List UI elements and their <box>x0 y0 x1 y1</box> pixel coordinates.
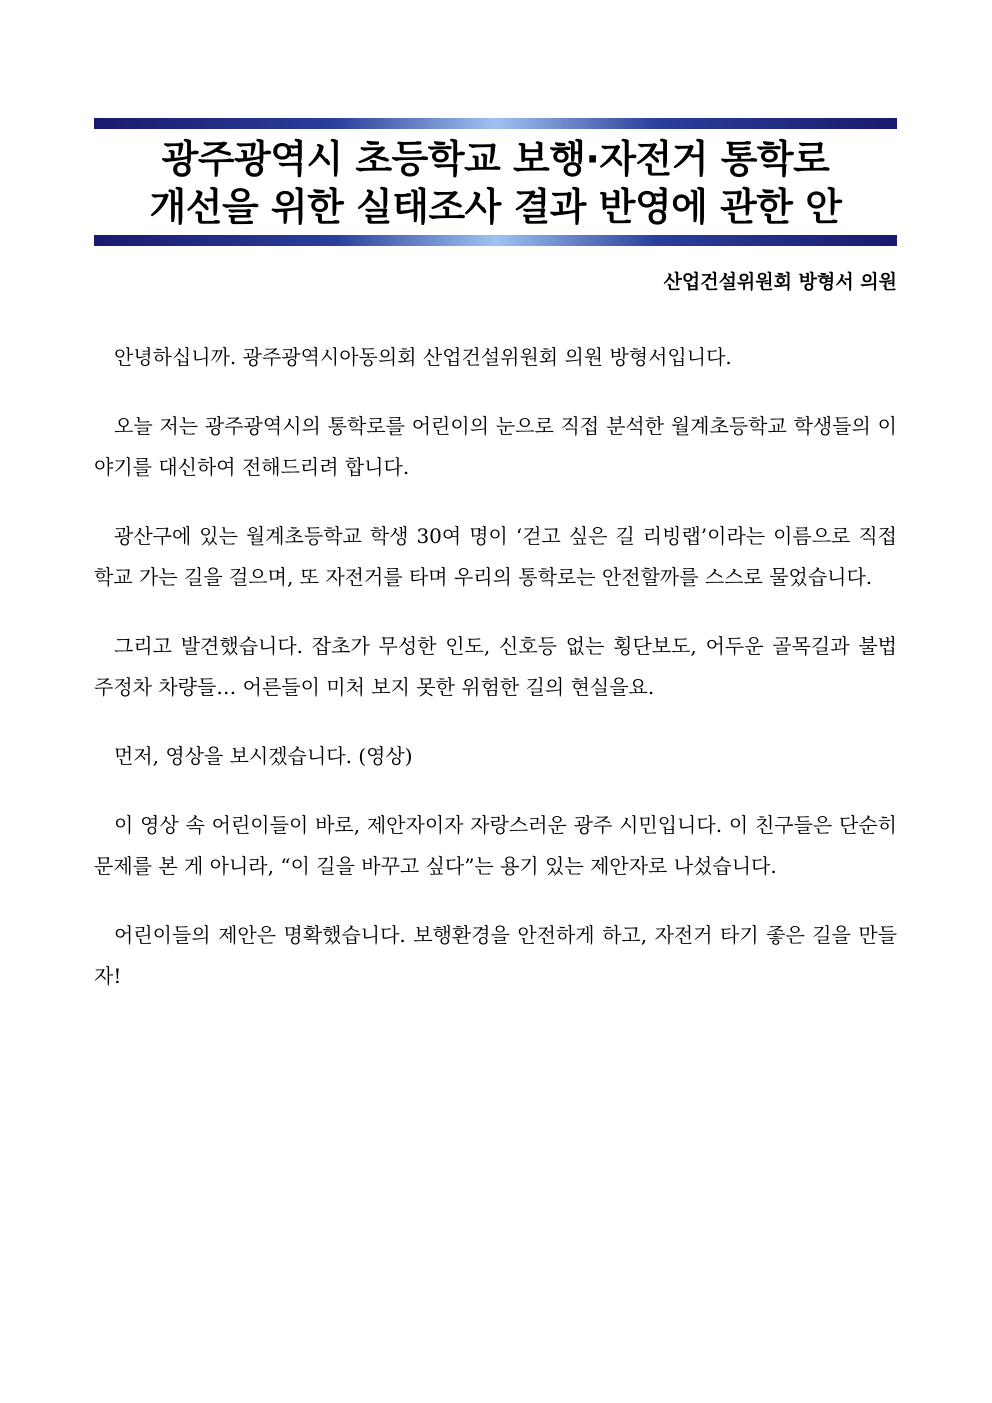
title-top-bar <box>94 118 897 129</box>
paragraph-3: 광산구에 있는 월계초등학교 학생 30여 명이 ‘걷고 싶은 길 리빙랩’이라는 이름으로 직접 학교 가는 길을 걸으며, 또 자전거를 타며 우리의 통학로는 안전할까를 스스로 물었습니다. <box>94 524 897 589</box>
title-block <box>94 118 897 246</box>
title-bottom-bar <box>94 235 897 246</box>
document-title <box>94 129 897 235</box>
paragraph-1: 안녕하십니까. 광주광역시아동의회 산업건설위원회 의원 방형서입니다. <box>114 345 732 369</box>
author-line: 산업건설위원회 방형서 의원 <box>663 271 897 293</box>
title-line-2: 개선을 위한 실태조사 결과 반영에 관한 안 <box>149 185 842 229</box>
document-page <box>94 118 897 997</box>
title-line-1: 광주광역시 초등학교 보행·자전거 통학로 <box>161 137 830 181</box>
paragraph-7: 어린이들의 제안은 명확했습니다. 보행환경을 안전하게 하고, 자전거 타기 좋은 길을 만들자! <box>94 923 897 988</box>
paragraph-4: 그리고 발견했습니다. 잡초가 무성한 인도, 신호등 없는 횡단보도, 어두운 골목길과 불법 주정차 차량들… 어른들이 미처 보지 못한 위험한 길의 현실을요. <box>94 634 897 699</box>
paragraph-6: 이 영상 속 어린이들이 바로, 제안자이자 자랑스러운 광주 시민입니다. 이 친구들은 단순히 문제를 본 게 아니라, “이 길을 바꾸고 싶다”는 용기 있는 제안자로 나섰습니다. <box>94 813 897 878</box>
paragraph-2: 오늘 저는 광주광역시의 통학로를 어린이의 눈으로 직접 분석한 월계초등학교 학생들의 이야기를 대신하여 전해드리려 합니다. <box>94 414 897 479</box>
paragraph-5: 먼저, 영상을 보시겠습니다. (영상) <box>114 744 413 768</box>
